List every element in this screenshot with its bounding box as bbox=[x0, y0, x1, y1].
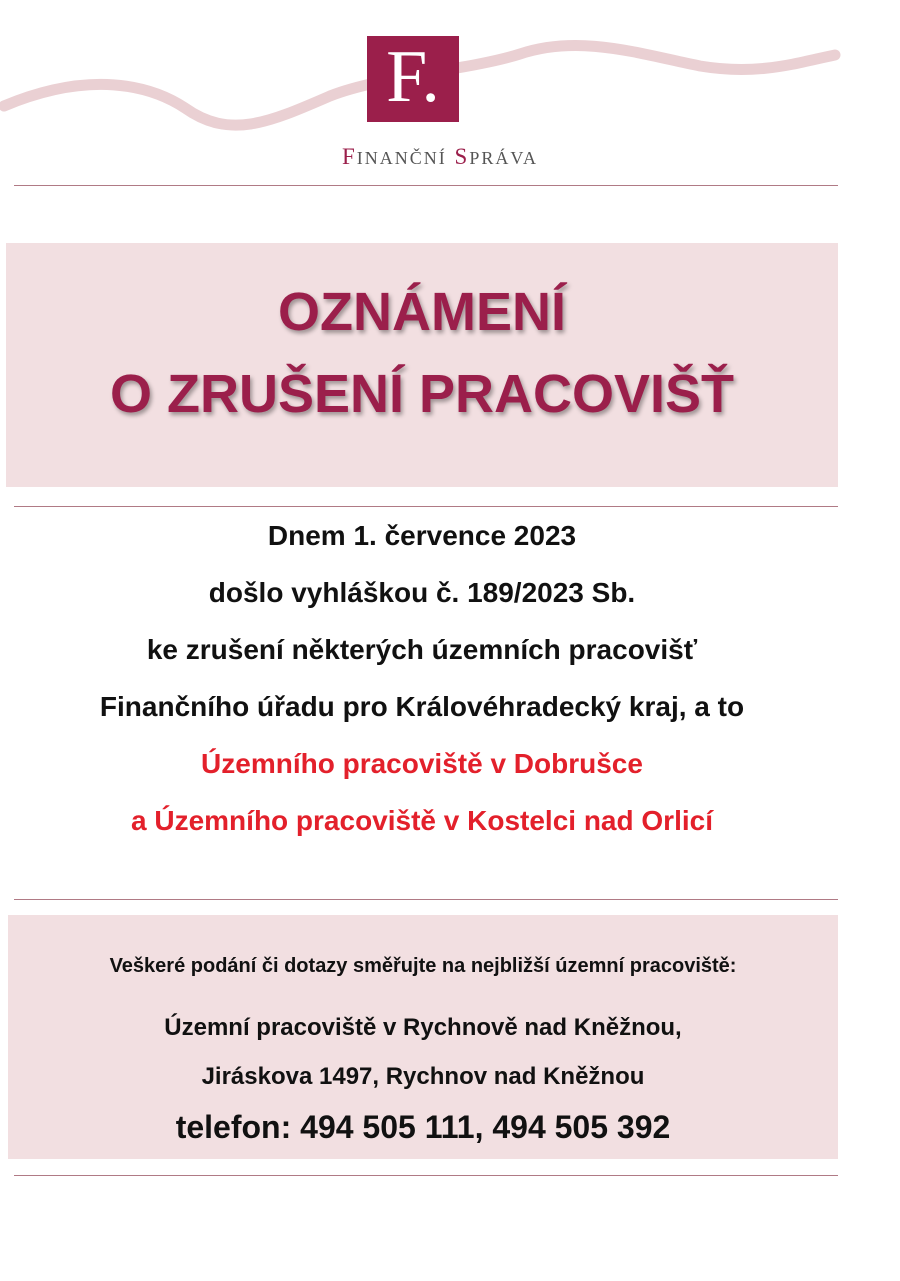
brand-word-1: INANČNÍ bbox=[356, 148, 447, 168]
contact-box bbox=[8, 915, 838, 1159]
contact-phone: telefon: 494 505 111, 494 505 392 bbox=[175, 1109, 671, 1145]
brand-initial-s: S bbox=[454, 144, 470, 169]
logo-letter: F. bbox=[386, 36, 440, 118]
contact-address: Jiráskova 1497, Rychnov nad Kněžnou bbox=[201, 1063, 645, 1090]
announcement-line-2: došlo vyhláškou č. 189/2023 Sb. bbox=[208, 577, 636, 608]
divider-footer bbox=[14, 1175, 838, 1176]
title-box bbox=[6, 243, 838, 487]
cancelled-office-2: a Územního pracoviště v Kostelci nad Orlicí bbox=[131, 805, 713, 836]
announcement-line-3: ke zrušení některých územních pracovišť bbox=[146, 634, 698, 665]
divider-header bbox=[14, 185, 838, 186]
logo bbox=[367, 36, 459, 122]
cancelled-office-1: Územního pracoviště v Dobrušce bbox=[201, 748, 643, 779]
contact-intro: Veškeré podání či dotazy směřujte na nejbližší územní pracoviště: bbox=[109, 955, 737, 977]
announcement-line-1: Dnem 1. července 2023 bbox=[267, 520, 577, 551]
brand-word-2: PRÁVA bbox=[469, 148, 539, 168]
divider-body bbox=[14, 899, 838, 900]
title-line-2: O ZRUŠENÍ PRACOVIŠŤ bbox=[109, 364, 735, 424]
brand-name bbox=[270, 144, 610, 170]
brand-initial-f: F bbox=[341, 144, 357, 169]
title-line-1: OZNÁMENÍ bbox=[278, 282, 566, 342]
announcement-line-4: Finančního úřadu pro Královéhradecký kraj, a to bbox=[99, 691, 745, 722]
contact-office: Územní pracoviště v Rychnově nad Kněžnou, bbox=[164, 1014, 682, 1041]
divider-title bbox=[14, 506, 838, 507]
